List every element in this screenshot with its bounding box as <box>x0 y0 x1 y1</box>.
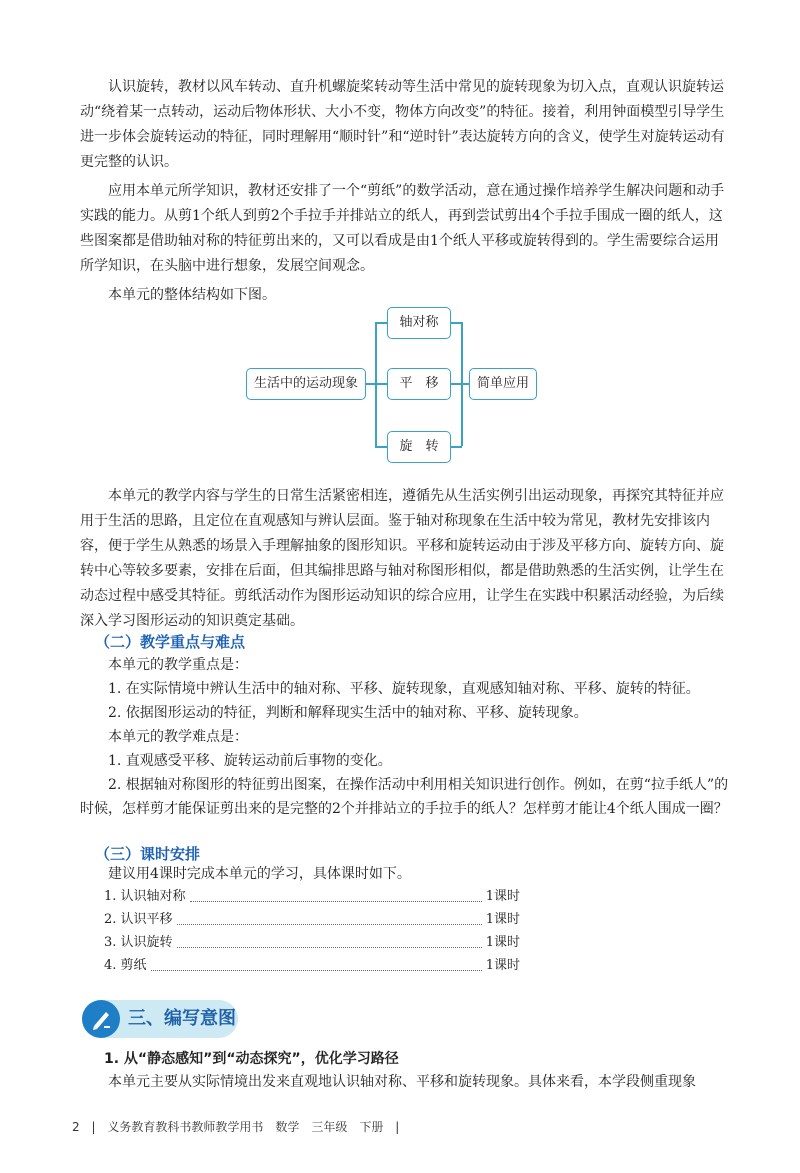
intro-section <box>80 75 730 308</box>
diagram-root: 生活中的运动现象 <box>246 368 366 400</box>
schedule-item-name: 3. 认识旋转 <box>104 935 173 950</box>
schedule-intro-block <box>80 862 730 886</box>
schedule-item-hours: 1课时 <box>485 958 520 973</box>
intro-paragraph-1: 认识旋转，教材以风车转动、直升机螺旋桨转动等生活中常见的旋转现象为切入点，直观认识旋转运动“绕着某一点转动，运动后物体形状、大小不变，物体方向改变”的特征。接着，利用钟面模型引导学生进一步体会旋转运动的特征，同时理解用“顺时针”和“逆时针”表达旋转方向的含义，使学生对旋转运动有更完整的认识。 <box>80 79 725 170</box>
focus-item: 1. 在实际情境中辨认生活中的轴对称、平移、旋转现象，直观感知轴对称、平移、旋转的特征。 <box>108 681 700 697</box>
schedule-item-hours: 1课时 <box>485 889 520 904</box>
schedule-intro: 建议用4课时完成本单元的学习，具体课时如下。 <box>108 866 411 882</box>
difficulty-intro: 本单元的教学难点是： <box>108 729 248 745</box>
intro-paragraph-2: 应用本单元所学知识，教材还安排了一个“剪纸”的数学活动，意在通过操作培养学生解决问题和动手实践的能力。从剪1个纸人到剪2个手拉手并排站立的纸人，再到尝试剪出4个手拉手围成一圈的纸人，这些图案都是借助轴对称的特征剪出来的，又可以看成是由1个纸人平移或旋转得到的。学生需要综合运用所学知识，在头脑中进行想象，发展空间观念。 <box>80 183 725 274</box>
schedule-item-hours: 1课时 <box>485 912 520 927</box>
section3-body <box>80 1070 730 1094</box>
focus-item: 2. 依据图形运动的特征，判断和解释现实生活中的轴对称、平移、旋转现象。 <box>108 705 588 721</box>
difficulty-item: 2. 根据轴对称图形的特征剪出图案，在操作活动中利用相关知识进行创作。例如，在剪“拉手纸人”的时候，怎样剪才能保证剪出来的是完整的2个并排站立的手拉手的纸人？怎样剪才能让4个纸人围成一圈？ <box>80 777 729 817</box>
diagram-branch: 平 移 <box>387 368 451 400</box>
schedule-row <box>104 955 520 977</box>
schedule-heading: （三）课时安排 <box>95 845 201 863</box>
pen-icon <box>82 1000 120 1038</box>
key-points-section <box>80 653 730 821</box>
schedule-item-name: 1. 认识轴对称 <box>104 889 186 904</box>
book-title: 义务教育教科书教师教学用书 数学 三年级 下册 <box>107 1120 384 1134</box>
difficulty-item: 1. 直观感受平移、旋转运动前后事物的变化。 <box>108 753 392 769</box>
content-section <box>80 484 730 634</box>
schedule-row <box>104 909 520 931</box>
diagram-result: 简单应用 <box>469 368 537 400</box>
page-footer: 2 | 义务教育教科书教师教学用书 数学 三年级 下册 | <box>72 1120 400 1134</box>
section3-heading: 1. 从“静态感知”到“动态探究”，优化学习路径 <box>104 1051 399 1067</box>
section-title: 三、编写意图 <box>128 1008 236 1029</box>
schedule-row <box>104 886 520 908</box>
key-points-heading: （二）教学重点与难点 <box>95 633 246 651</box>
section-banner <box>82 1000 238 1038</box>
page-number: 2 <box>72 1120 80 1134</box>
intro-paragraph-3: 本单元的整体结构如下图。 <box>108 287 276 303</box>
section3-paragraph: 本单元主要从实际情境出发来直观地认识轴对称、平移和旋转现象。具体来看，本学段侧重现象 <box>108 1074 696 1090</box>
diagram-branch: 轴对称 <box>387 307 451 339</box>
focus-intro: 本单元的教学重点是： <box>108 657 248 673</box>
schedule-row <box>104 932 520 954</box>
content-paragraph: 本单元的教学内容与学生的日常生活紧密相连，遵循先从生活实例引出运动现象，再探究其特征并应用于生活的思路，且定位在直观感知与辨认层面。鉴于轴对称现象在生活中较为常见，教材先安排该内容，便于学生从熟悉的场景入手理解抽象的图形知识。平移和旋转运动由于涉及平移方向、旋转方向、旋转中心等较多要素，安排在后面，但其编排思路与轴对称图形相似，都是借助熟悉的生活实例，让学生在动态过程中感受其特征。剪纸活动作为图形运动知识的综合应用，让学生在实践中积累活动经验，为后续深入学习图形运动的知识奠定基础。 <box>80 488 724 629</box>
schedule-item-hours: 1课时 <box>485 935 520 950</box>
schedule-item-name: 4. 剪纸 <box>104 958 147 973</box>
diagram-branch: 旋 转 <box>387 431 451 463</box>
schedule-item-name: 2. 认识平移 <box>104 912 173 927</box>
